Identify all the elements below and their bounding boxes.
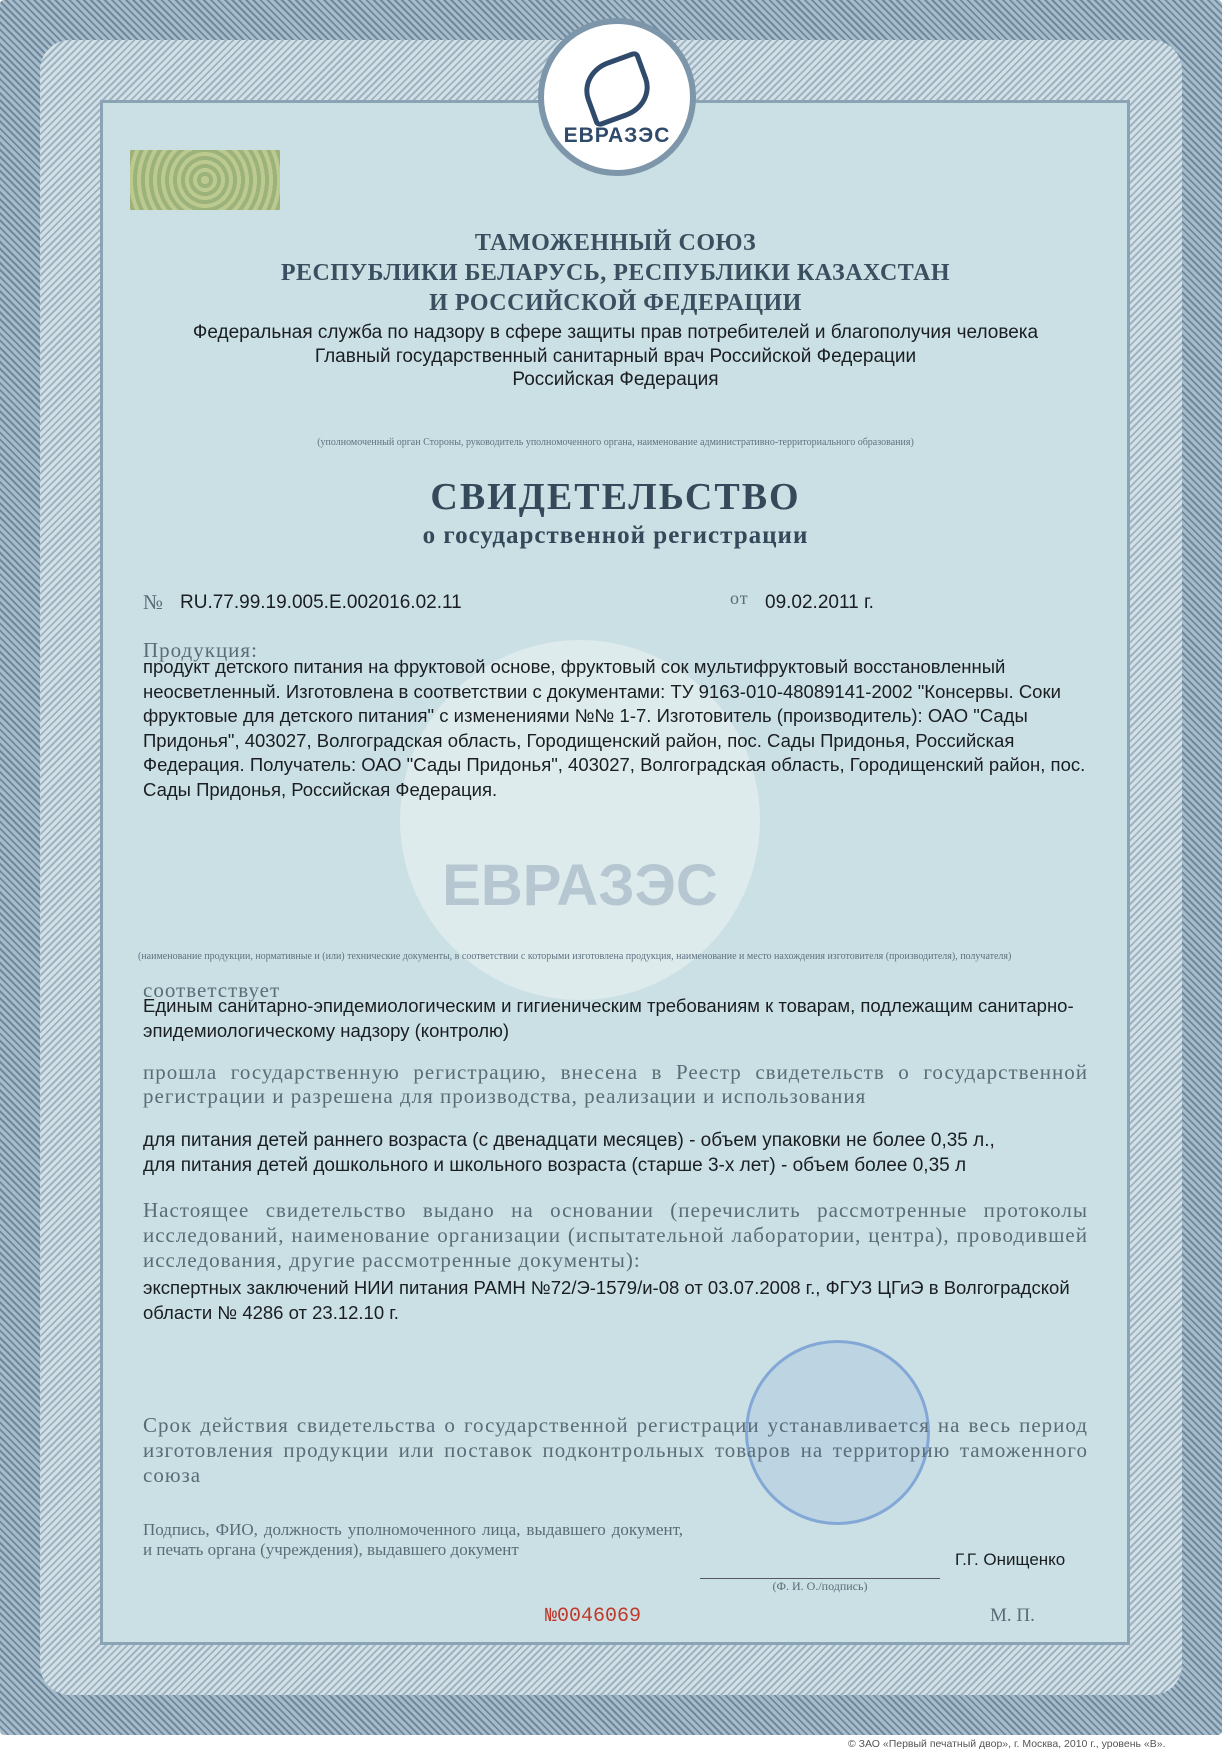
evrazes-logo	[538, 18, 696, 176]
product-label: Продукция:	[143, 638, 258, 662]
hologram	[130, 150, 280, 210]
printer-footer: © ЗАО «Первый печатный двор», г. Москва, 2010 г., уровень «В».	[848, 1738, 1166, 1750]
signature-label: Подпись, ФИО, должность уполномоченного лица, выдавшего документ, и печать органа (учреждения), выдавшего документ	[143, 1520, 683, 1559]
org-caption: (уполномоченный орган Стороны, руководитель уполномоченного органа, наименование административно-территориального образования)	[317, 437, 914, 448]
number-label: №	[143, 590, 165, 614]
serial-number: №0046069	[545, 1605, 642, 1628]
certificate-number: RU.77.99.19.005.Е.002016.02.11	[180, 592, 462, 613]
conformity-label: соответствует	[143, 978, 281, 1002]
org-line3: Российская Федерация	[512, 369, 719, 390]
header-line1: ТАМОЖЕННЫЙ СОЮЗ	[474, 230, 757, 256]
logo-emblem-icon	[576, 50, 659, 129]
certificate-date: 09.02.2011 г.	[765, 592, 874, 613]
product-text: продукт детского питания на фруктовой основе, фруктовый сок мультифруктовый восстановленный неосветленный. Изготовлена в соответствии с документами: ТУ 9163-010-48089141-2002 "Консервы. Соки фруктовые для детского питания" с изменениями №№ 1-7. Изготовитель (производитель): ОАО "Сады Придонья", 403027, Волгоградская область, Городищенский район, пос. Сады Придонья, Российская Федерация. Получатель: ОАО "Сады Придонья", 403027, Волгоградская область, Городищенский район, пос. Сады Придонья, Российская Федерация.	[143, 656, 1086, 800]
signature-caption: (Ф. И. О./подпись)	[700, 1578, 940, 1594]
logo-text: ЕВРАЗЭС	[563, 124, 671, 147]
header-line3: И РОССИЙСКОЙ ФЕДЕРАЦИИ	[429, 290, 802, 316]
conformity-text: Единым санитарно-эпидемиологическим и гигиеническим требованиям к товарам, подлежащим санитарно-эпидемиологическому надзору (контролю)	[143, 995, 1074, 1041]
org-line2: Главный государственный санитарный врач Российской Федерации	[314, 346, 917, 367]
registration-label: прошла государственную регистрацию, внесена в Реестр свидетельств о государственной регистрации и разрешена для производства, реализации и использования	[143, 1060, 1088, 1108]
date-label: от	[730, 588, 749, 608]
org-line1: Федеральная служба по надзору в сфере защиты прав потребителей и благополучия человека	[192, 322, 1039, 343]
certificate-subtitle: о государственной регистрации	[422, 522, 809, 549]
product-caption: (наименование продукции, нормативные и (или) технические документы, в соответствии с которыми изготовлена продукция, наименование и место нахождения изготовителя (производителя), получателя)	[138, 951, 1012, 962]
validity-text: Срок действия свидетельства о государственной регистрации устанавливается на весь период изготовления продукции или поставок подконтрольных товаров на территорию таможенного союза	[143, 1413, 1088, 1487]
basis-text: экспертных заключений НИИ питания РАМН №72/Э-1579/и-08 от 03.07.2008 г., ФГУЗ ЦГиЭ в Волгоградской области № 4286 от 23.12.10 г.	[143, 1277, 1070, 1323]
registration-line1: для питания детей раннего возраста (с двенадцати месяцев) - объем упаковки не более 0,35 л.,	[143, 1130, 995, 1151]
signatory-name: Г.Г. Онищенко	[955, 1550, 1066, 1569]
seal-place-mark: М. П.	[990, 1605, 1035, 1626]
watermark-text: ЕВРАЗЭС	[442, 852, 718, 918]
basis-label: Настоящее свидетельство выдано на основании (перечислить рассмотренные протоколы исследований, наименование организации (испытательной лаборатории, центра), проводившей исследования, другие рассмотренные документы):	[143, 1198, 1088, 1272]
registration-line2: для питания детей дошкольного и школьного возраста (старше 3-х лет) - объем более 0,35 л	[143, 1155, 967, 1176]
header-line2: РЕСПУБЛИКИ БЕЛАРУСЬ, РЕСПУБЛИКИ КАЗАХСТАН	[280, 260, 951, 286]
certificate-title: СВИДЕТЕЛЬСТВО	[430, 476, 801, 518]
